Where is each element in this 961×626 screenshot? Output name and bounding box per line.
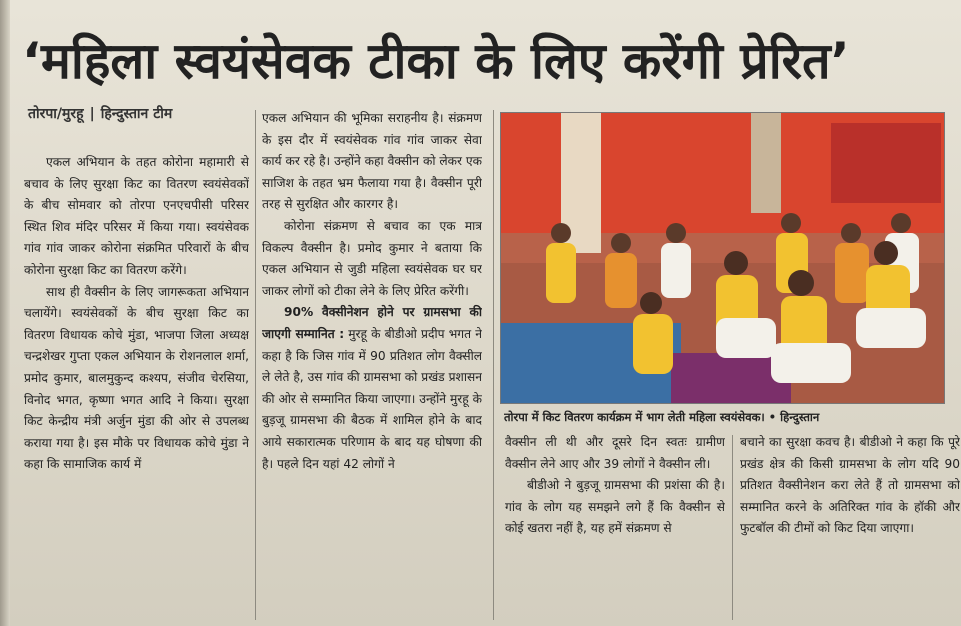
column4-paragraph-1: बचाने का सुरक्षा कवच है। बीडीओ ने कहा कि पूरे प्रखंड क्षेत्र की किसी ग्रामसभा के लोग यदि 90 प्रतिशत वैक्सीनेशन करा लेते हैं तो ग्रामसभा को सम्मानित करने के अतिरिक्त गांव के हॉकी और फुटबॉल की टीमों को किट दिया जाएगा। xyxy=(740,435,960,536)
column-divider xyxy=(493,110,494,620)
article-column-2 xyxy=(262,108,482,618)
byline-agency: हिन्दुस्तान टीम xyxy=(100,106,173,122)
women-volunteers-photo xyxy=(501,113,944,403)
byline-place: तोरपा/मुरहू xyxy=(28,106,84,122)
photo-caption: तोरपा में किट वितरण कार्यक्रम में भाग लेती महिला स्वयंसेवक। • हिन्दुस्तान xyxy=(504,410,820,424)
article-column-1 xyxy=(24,152,249,622)
page-edge-shadow xyxy=(0,0,10,626)
byline-separator: | xyxy=(89,106,95,122)
column2-paragraph-3 xyxy=(262,302,482,475)
column1-paragraph-1: एकल अभियान के तहत कोरोना महामारी से बचाव के लिए सुरक्षा किट का वितरण स्वयंसेवकों के बीच सोमवार को तोरपा एनएचपीसी परिसर स्थित शिव मंदिर परिसर में किया गया। स्वयंसेवक गांव गांव जाकर कोरोना संक्रमित परिवारों के बीच कोरोना सुरक्षा किट का वितरण करेंगे। xyxy=(24,155,249,277)
column2-paragraph-3-text: मुरहू के बीडीओ प्रदीप भगत ने कहा है कि जिस गांव में 90 प्रतिशत लोग वैक्सील ले लेते है, उस गांव की ग्रामसभा को प्रखंड प्रशासन की ओर से सम्मानित किया जाएगा। उन्होंने मुरहू के बुड़जू ग्रामसभा की बैठक में शामिल होने के बाद आये सकारात्मक परिणाम के बाद यह घोषणा की है। पहले दिन यहां 42 लोगों ने xyxy=(262,326,482,471)
column2-paragraph-1: एकल अभियान की भूमिका सराहनीय है। संक्रमण के इस दौर में स्वयंसेवक गांव गांव जाकर सेवा कार्य कर रहे है। उन्होंने कहा वैक्सीन को लेकर एक साजिश के तहत भ्रम फैलाया गया है। वैक्सीन पूरी तरह से सुरक्षित और कारगर है। xyxy=(262,111,482,212)
column2-paragraph-2: कोरोना संक्रमण से बचाव का एक मात्र विकल्प वैक्सीन है। प्रमोद कुमार ने बताया कि एकल अभियान से जुडी महिला स्वयंसेवक घर घर जाकर लोगों को टीका लेने के लिए प्रेरित करेंगी। xyxy=(262,218,482,298)
headline: ‘महिला स्वयंसेवक टीका के लिए करेंगी प्रेरित’ xyxy=(22,32,850,90)
event-photo xyxy=(500,112,945,404)
article-column-3 xyxy=(505,432,725,622)
column3-paragraph-1: वैक्सीन ली थी और दूसरे दिन स्वतः ग्रामीण वैक्सीन लेने आए और 39 लोगों ने वैक्सीन ली। xyxy=(505,435,725,471)
column1-paragraph-2: साथ ही वैक्सीन के लिए जागरूकता अभियान चलायेंगे। स्वयंसेवकों के बीच सुरक्षा किट का वितरण विधायक कोचे मुंडा, भाजपा जिला अध्यक्ष चन्द्रशेखर गुप्ता एकल अभियान के रोशनलाल शर्मा, प्रमोद कुमार, बालमुकुन्द कश्यप, संजीव चेरसिया, विनोद भगत, कृष्णा भगत आदि ने किया। सुरक्षा किट केन्द्रीय मंत्री अर्जुन मुंडा की ओर से उपलब्ध कराया गया है। इस मौके पर विधायक कोचे मुंडा ने कहा कि सामाजिक कार्य में xyxy=(24,284,249,472)
column3-paragraph-2: बीडीओ ने बुड़जू ग्रामसभा की प्रशंसा की है। गांव के लोग यह समझने लगे हैं कि वैक्सीन से कोई खतरा नहीं है, यह हमें संक्रमण से xyxy=(505,478,725,536)
byline xyxy=(28,104,248,126)
column2-subhead: 90% वैक्सीनेशन होने पर ग्रामसभा की जाएगी सम्मानित : xyxy=(262,305,482,341)
column-divider xyxy=(732,435,733,620)
column-divider xyxy=(255,110,256,620)
article-column-4 xyxy=(740,432,960,622)
